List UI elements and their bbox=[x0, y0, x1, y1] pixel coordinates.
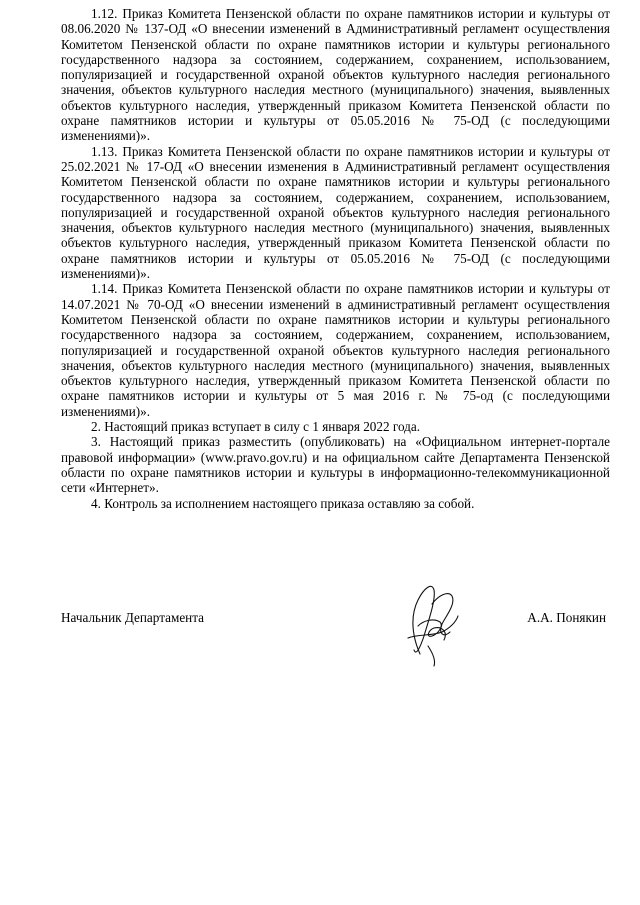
signatory-title: Начальник Департамента bbox=[61, 610, 205, 625]
document-body bbox=[61, 6, 610, 511]
clause-2: 2. Настоящий приказ вступает в силу с 1 января 2022 года. bbox=[91, 419, 421, 435]
clause-1-12: 1.12. Приказ Комитета Пензенской области по охране памятников истории и культуры от 08.06.2020 № 137-ОД «О внесении изменений в Административный регламент осуществления Комитетом Пензенской области по охране памятников истории и культуры регионального государственного надзора за состоянием, содержанием, сохранением, использованием, популяризацией и государственной охраной объектов культурного наследия регионального значения, объектов культурного наследия местного (муниципального) значения, выявленных объектов культурного наследия, утвержденный приказом Комитета Пензенской области по охране памятников истории и культуры от 05.05.2016 № 75-ОД (с последующими изменениями)». bbox=[61, 6, 610, 144]
clause-3: 3. Настоящий приказ разместить (опубликовать) на «Официальном интернет-портале правовой информации» (www.pravo.gov.ru) и на официальном сайте Департамента Пензенской области по охране памятников истории и культуры в информационно-телекоммуникационной сети «Интернет». bbox=[61, 434, 610, 496]
signatory-name: А.А. Понякин bbox=[527, 610, 606, 625]
handwritten-signature bbox=[398, 576, 462, 668]
clause-1-14: 1.14. Приказ Комитета Пензенской области по охране памятников истории и культуры от 14.07.2021 № 70-ОД «О внесении изменений в административный регламент осуществления Комитетом Пензенской области по охране памятников истории и культуры регионального государственного надзора за состоянием, содержанием, сохранением, использованием, популяризацией и государственной охраной объектов культурного наследия регионального значения, объектов культурного наследия местного (муниципального) значения, выявленных объектов культурного наследия, утвержденный приказом Комитета Пензенской области по охране памятников истории и культуры от 5 мая 2016 г. № 75-од (с последующими изменениями)». bbox=[61, 281, 610, 419]
signature-block bbox=[61, 606, 610, 636]
clause-1-13: 1.13. Приказ Комитета Пензенской области по охране памятников истории и культуры от 25.02.2021 № 17-ОД «О внесении изменения в Административный регламент осуществления Комитетом Пензенской области по охране памятников истории и культуры регионального государственного надзора за состоянием, содержанием, сохранением, использованием, популяризацией и государственной охраной объектов культурного наследия регионального значения, объектов культурного наследия местного (муниципального) значения, выявленных объектов культурного наследия, утвержденный приказом Комитета Пензенской области по охране памятников истории и культуры от 05.05.2016 № 75-ОД (с последующими изменениями)». bbox=[61, 143, 610, 282]
clause-4: 4. Контроль за исполнением настоящего приказа оставляю за собой. bbox=[91, 495, 475, 511]
